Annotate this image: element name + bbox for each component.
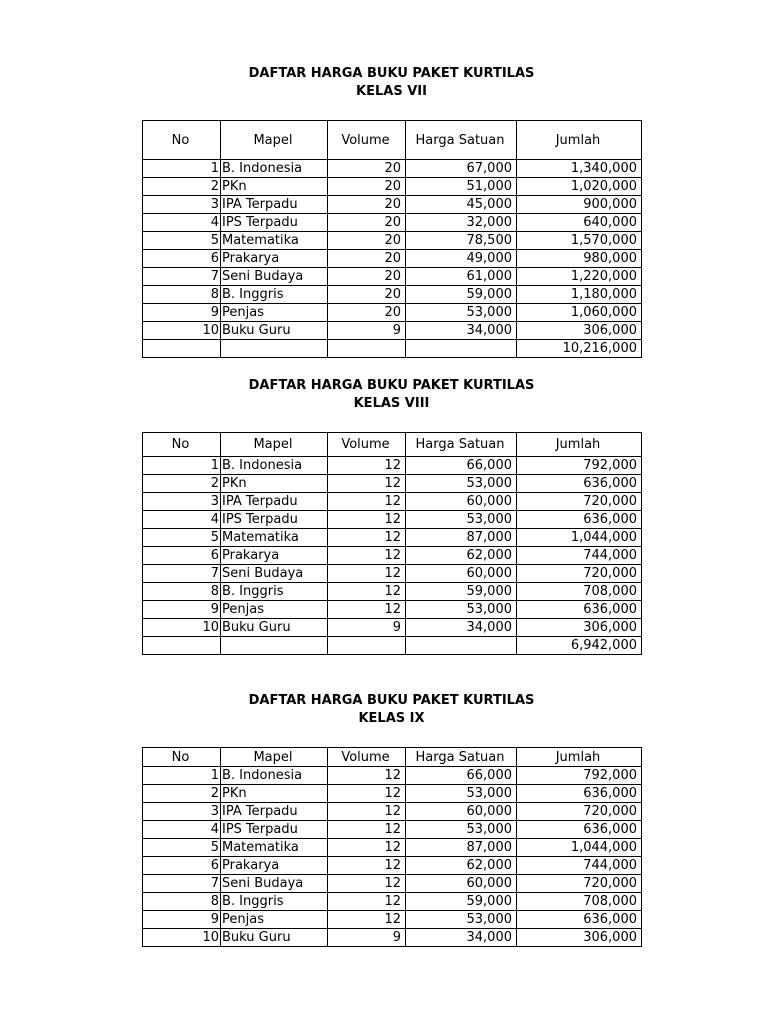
table-cell: 12 [328, 547, 406, 565]
table-cell: 1,044,000 [517, 839, 642, 857]
table-cell: 5 [143, 839, 221, 857]
table-cell: 12 [328, 785, 406, 803]
table-cell: 720,000 [517, 493, 642, 511]
table-cell: 66,000 [406, 457, 517, 475]
table-cell: 87,000 [406, 529, 517, 547]
table-cell: 1 [143, 160, 221, 178]
table-cell: 708,000 [517, 893, 642, 911]
table-cell: 9 [143, 601, 221, 619]
table-cell: 53,000 [406, 911, 517, 929]
table-cell: 306,000 [517, 322, 642, 340]
title-line: DAFTAR HARGA BUKU PAKET KURTILAS [248, 378, 535, 393]
table-cell: 12 [328, 457, 406, 475]
table-cell: 636,000 [517, 601, 642, 619]
table-cell: B. Indonesia [221, 457, 328, 475]
price-table [142, 747, 642, 947]
empty-cell [143, 340, 221, 358]
table-cell: 10 [143, 619, 221, 637]
table-row [143, 601, 642, 619]
table-row [143, 250, 642, 268]
section-title [142, 65, 641, 101]
table-cell: 20 [328, 250, 406, 268]
table-cell: IPA Terpadu [221, 196, 328, 214]
table-cell: 59,000 [406, 286, 517, 304]
table-cell: 12 [328, 821, 406, 839]
table-cell: 12 [328, 803, 406, 821]
table-row [143, 857, 642, 875]
table-cell: 306,000 [517, 619, 642, 637]
table-cell: 2 [143, 475, 221, 493]
table-cell: Buku Guru [221, 929, 328, 947]
table-cell: 7 [143, 875, 221, 893]
table-cell: 6 [143, 250, 221, 268]
table-cell: 2 [143, 785, 221, 803]
table-cell: 34,000 [406, 619, 517, 637]
table-cell: 34,000 [406, 322, 517, 340]
table-cell: 6 [143, 857, 221, 875]
table-cell: 1,020,000 [517, 178, 642, 196]
table-row [143, 457, 642, 475]
column-header: Harga Satuan [406, 433, 517, 457]
table-cell: 636,000 [517, 785, 642, 803]
table-cell: 12 [328, 911, 406, 929]
table-cell: 3 [143, 493, 221, 511]
table-cell: 59,000 [406, 893, 517, 911]
table-cell: 1,570,000 [517, 232, 642, 250]
table-cell: 20 [328, 178, 406, 196]
table-cell: 61,000 [406, 268, 517, 286]
table-cell: 9 [143, 911, 221, 929]
table-cell: 20 [328, 268, 406, 286]
table-row [143, 322, 642, 340]
table-row [143, 821, 642, 839]
table-cell: 9 [328, 619, 406, 637]
table-cell: B. Indonesia [221, 160, 328, 178]
column-header: Jumlah [517, 121, 642, 160]
table-cell: 7 [143, 565, 221, 583]
table-cell: 5 [143, 232, 221, 250]
total-row [143, 637, 642, 655]
table-cell: 1 [143, 767, 221, 785]
column-header: No [143, 433, 221, 457]
price-table [142, 432, 642, 655]
total-row [143, 340, 642, 358]
table-cell: Penjas [221, 304, 328, 322]
table-cell: IPA Terpadu [221, 493, 328, 511]
table-cell: 53,000 [406, 821, 517, 839]
class-subtitle: KELAS IX [358, 711, 425, 726]
table-cell: 8 [143, 583, 221, 601]
table-cell: IPS Terpadu [221, 821, 328, 839]
table-cell: 10 [143, 929, 221, 947]
table-cell: 12 [328, 893, 406, 911]
table-cell: Prakarya [221, 857, 328, 875]
table-cell: 792,000 [517, 457, 642, 475]
table-cell: Penjas [221, 601, 328, 619]
table-cell: 62,000 [406, 857, 517, 875]
header-row [143, 121, 642, 160]
table-cell: Buku Guru [221, 619, 328, 637]
column-header: No [143, 748, 221, 767]
table-row [143, 619, 642, 637]
table-row [143, 511, 642, 529]
price-table [142, 120, 642, 358]
table-cell: Matematika [221, 839, 328, 857]
section-title [142, 692, 641, 728]
table-row [143, 785, 642, 803]
empty-cell [328, 637, 406, 655]
table-cell: Buku Guru [221, 322, 328, 340]
table-row [143, 214, 642, 232]
table-cell: B. Indonesia [221, 767, 328, 785]
table-cell: 12 [328, 583, 406, 601]
empty-cell [221, 340, 328, 358]
table-cell: 60,000 [406, 565, 517, 583]
table-row [143, 767, 642, 785]
table-row [143, 547, 642, 565]
table-cell: 8 [143, 893, 221, 911]
title-line: DAFTAR HARGA BUKU PAKET KURTILAS [248, 66, 535, 81]
table-cell: 66,000 [406, 767, 517, 785]
empty-cell [406, 340, 517, 358]
table-cell: 9 [328, 929, 406, 947]
class-subtitle: KELAS VIII [353, 396, 430, 411]
table-cell: 7 [143, 268, 221, 286]
table-cell: 9 [143, 304, 221, 322]
table-cell: 744,000 [517, 857, 642, 875]
table-row [143, 268, 642, 286]
column-header: Mapel [221, 433, 328, 457]
table-cell: 20 [328, 286, 406, 304]
empty-cell [143, 637, 221, 655]
table-cell: 636,000 [517, 911, 642, 929]
table-cell: 53,000 [406, 475, 517, 493]
column-header: Jumlah [517, 748, 642, 767]
table-row [143, 929, 642, 947]
table-cell: PKn [221, 785, 328, 803]
table-row [143, 803, 642, 821]
table-cell: 34,000 [406, 929, 517, 947]
title-line: DAFTAR HARGA BUKU PAKET KURTILAS [248, 693, 535, 708]
table-cell: 8 [143, 286, 221, 304]
table-cell: 744,000 [517, 547, 642, 565]
table-cell: 306,000 [517, 929, 642, 947]
table-cell: 640,000 [517, 214, 642, 232]
grand-total: 10,216,000 [517, 340, 642, 358]
table-cell: Seni Budaya [221, 565, 328, 583]
table-cell: PKn [221, 178, 328, 196]
column-header: Mapel [221, 121, 328, 160]
table-cell: 636,000 [517, 511, 642, 529]
table-cell: 12 [328, 839, 406, 857]
table-row [143, 893, 642, 911]
table-cell: 51,000 [406, 178, 517, 196]
column-header: No [143, 121, 221, 160]
table-cell: IPS Terpadu [221, 214, 328, 232]
grand-total: 6,942,000 [517, 637, 642, 655]
table-cell: 60,000 [406, 803, 517, 821]
table-row [143, 583, 642, 601]
table-cell: 20 [328, 214, 406, 232]
table-cell: 2 [143, 178, 221, 196]
table-cell: 53,000 [406, 785, 517, 803]
table-cell: 900,000 [517, 196, 642, 214]
table-row [143, 286, 642, 304]
table-row [143, 911, 642, 929]
table-row [143, 178, 642, 196]
table-cell: 12 [328, 493, 406, 511]
table-cell: 1,340,000 [517, 160, 642, 178]
column-header: Volume [328, 121, 406, 160]
table-cell: 9 [328, 322, 406, 340]
table-cell: Seni Budaya [221, 268, 328, 286]
table-cell: 60,000 [406, 493, 517, 511]
table-cell: 20 [328, 232, 406, 250]
table-row [143, 529, 642, 547]
table-cell: B. Inggris [221, 583, 328, 601]
table-cell: 53,000 [406, 511, 517, 529]
table-cell: 3 [143, 196, 221, 214]
table-row [143, 475, 642, 493]
table-cell: 12 [328, 875, 406, 893]
table-cell: 1,060,000 [517, 304, 642, 322]
table-cell: Matematika [221, 232, 328, 250]
table-cell: 720,000 [517, 875, 642, 893]
table-cell: 4 [143, 821, 221, 839]
column-header: Jumlah [517, 433, 642, 457]
empty-cell [328, 340, 406, 358]
table-cell: 62,000 [406, 547, 517, 565]
table-cell: Matematika [221, 529, 328, 547]
column-header: Harga Satuan [406, 121, 517, 160]
class-subtitle: KELAS VII [356, 84, 427, 99]
table-cell: Seni Budaya [221, 875, 328, 893]
table-cell: 12 [328, 475, 406, 493]
table-cell: 53,000 [406, 601, 517, 619]
table-row [143, 493, 642, 511]
table-cell: Penjas [221, 911, 328, 929]
table-cell: 32,000 [406, 214, 517, 232]
table-cell: 1,044,000 [517, 529, 642, 547]
table-cell: 53,000 [406, 304, 517, 322]
table-row [143, 304, 642, 322]
table-cell: 67,000 [406, 160, 517, 178]
table-row [143, 875, 642, 893]
table-cell: 4 [143, 511, 221, 529]
table-row [143, 839, 642, 857]
table-cell: 708,000 [517, 583, 642, 601]
table-cell: 1 [143, 457, 221, 475]
table-cell: 12 [328, 529, 406, 547]
column-header: Harga Satuan [406, 748, 517, 767]
table-cell: 45,000 [406, 196, 517, 214]
table-row [143, 160, 642, 178]
table-cell: 10 [143, 322, 221, 340]
table-cell: 1,180,000 [517, 286, 642, 304]
table-cell: 12 [328, 601, 406, 619]
empty-cell [406, 637, 517, 655]
table-cell: 20 [328, 196, 406, 214]
table-cell: 12 [328, 767, 406, 785]
column-header: Mapel [221, 748, 328, 767]
empty-cell [221, 637, 328, 655]
table-cell: 3 [143, 803, 221, 821]
table-cell: 87,000 [406, 839, 517, 857]
table-cell: 792,000 [517, 767, 642, 785]
table-row [143, 196, 642, 214]
section-title [142, 377, 641, 413]
table-cell: Prakarya [221, 547, 328, 565]
table-cell: 12 [328, 857, 406, 875]
header-row [143, 433, 642, 457]
table-cell: 4 [143, 214, 221, 232]
table-cell: 980,000 [517, 250, 642, 268]
table-cell: 20 [328, 160, 406, 178]
table-cell: 78,500 [406, 232, 517, 250]
table-cell: B. Inggris [221, 893, 328, 911]
table-cell: PKn [221, 475, 328, 493]
table-cell: B. Inggris [221, 286, 328, 304]
table-cell: 720,000 [517, 803, 642, 821]
table-cell: 49,000 [406, 250, 517, 268]
table-cell: 59,000 [406, 583, 517, 601]
column-header: Volume [328, 748, 406, 767]
header-row [143, 748, 642, 767]
table-cell: 720,000 [517, 565, 642, 583]
table-cell: 6 [143, 547, 221, 565]
table-cell: 20 [328, 304, 406, 322]
table-row [143, 565, 642, 583]
table-cell: 12 [328, 511, 406, 529]
table-cell: IPS Terpadu [221, 511, 328, 529]
table-cell: 1,220,000 [517, 268, 642, 286]
table-cell: 636,000 [517, 821, 642, 839]
table-cell: IPA Terpadu [221, 803, 328, 821]
table-cell: Prakarya [221, 250, 328, 268]
table-cell: 12 [328, 565, 406, 583]
table-row [143, 232, 642, 250]
table-cell: 5 [143, 529, 221, 547]
table-cell: 636,000 [517, 475, 642, 493]
table-cell: 60,000 [406, 875, 517, 893]
column-header: Volume [328, 433, 406, 457]
